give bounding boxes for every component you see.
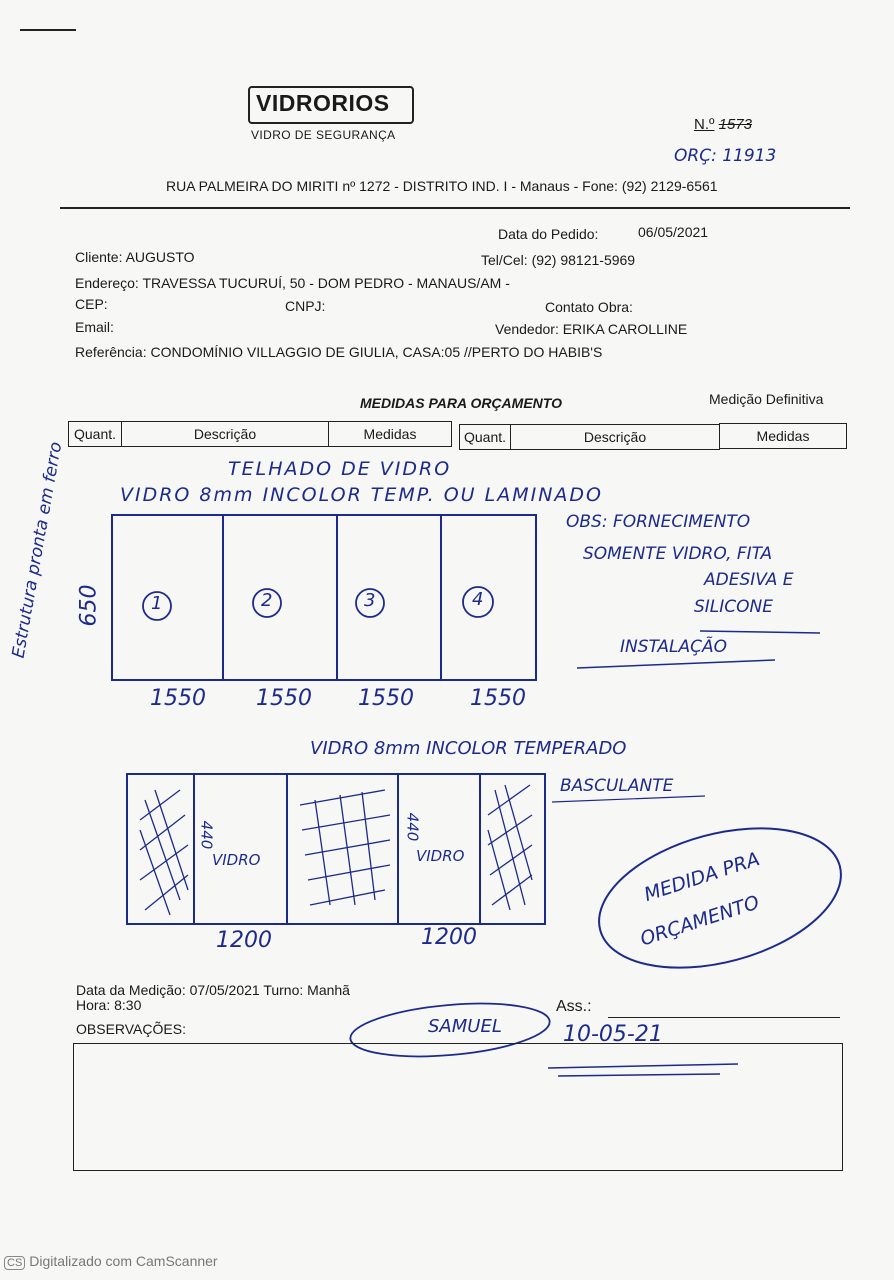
signature: SAMUEL (428, 1016, 502, 1037)
orc-number: ORÇ: 11913 (674, 146, 777, 166)
order-date-label: Data do Pedido: (498, 226, 599, 242)
roof-height: 650 (76, 584, 102, 627)
col-measures-1: Medidas (328, 421, 452, 447)
scanner-text: Digitalizado com CamScanner (29, 1253, 218, 1269)
observations-label: OBSERVAÇÕES: (76, 1021, 186, 1037)
col-desc-2: Descrição (510, 424, 720, 450)
stamp-line-2: ORÇAMENTO (637, 891, 762, 951)
signature-line (608, 1017, 840, 1018)
obs-underline (700, 631, 820, 633)
number-value: 1573 (718, 116, 753, 133)
window-vidro-1: VIDRO (212, 851, 261, 869)
roof-width-1: 1550 (150, 686, 206, 711)
seller-name: Vendedor: ERIKA CAROLLINE (495, 321, 688, 337)
obs-note-line-1: OBS: FORNECIMENTO (566, 512, 751, 532)
window-vidro-2: VIDRO (416, 847, 465, 865)
client-phone: Tel/Cel: (92) 98121-5969 (481, 252, 636, 268)
email-label: Email: (75, 319, 114, 335)
scanner-watermark (4, 1253, 218, 1270)
panel-number-2: 2 (261, 590, 273, 611)
camscanner-icon: CS (4, 1256, 25, 1270)
cep-label: CEP: (75, 296, 108, 312)
window-height-1: 440 (197, 820, 216, 850)
panel-number-4: 4 (472, 589, 484, 610)
col-measures-2: Medidas (719, 423, 847, 449)
reference-text: Referência: CONDOMÍNIO VILLAGGIO DE GIULIA, CASA:05 //PERTO DO HABIB'S (75, 344, 603, 360)
client-address: Endereço: TRAVESSA TUCURUÍ, 50 - DOM PEDRO - MANAUS/AM - (75, 275, 510, 291)
obs-note-line-4: SILICONE (694, 597, 773, 617)
window-width-1: 1200 (216, 928, 272, 953)
basculante-underline (552, 796, 705, 802)
number-label: N.º (694, 116, 715, 133)
signature-date: 10-05-21 (563, 1022, 663, 1047)
roof-width-3: 1550 (358, 686, 414, 711)
window-type: BASCULANTE (560, 776, 674, 796)
window-width-2: 1200 (421, 925, 477, 950)
hatch-middle (300, 790, 390, 905)
col-desc-1: Descrição (121, 421, 329, 447)
cnpj-label: CNPJ: (285, 298, 326, 314)
window-spec: VIDRO 8mm INCOLOR TEMPERADO (310, 738, 627, 759)
definitive-label: Medição Definitiva (709, 391, 824, 407)
roof-spec: VIDRO 8mm INCOLOR TEMP. OU LAMINADO (120, 484, 604, 506)
window-height-2: 440 (403, 812, 422, 842)
signature-label: Ass.: (556, 998, 592, 1015)
stamp-ellipse (584, 804, 857, 992)
measure-date: Data da Medição: 07/05/2021 Turno: Manhã (76, 982, 350, 998)
obs-note-line-3: ADESIVA E (704, 570, 794, 590)
panel-number-3: 3 (364, 590, 376, 611)
roof-width-2: 1550 (256, 686, 312, 711)
contact-label: Contato Obra: (545, 299, 633, 315)
roof-title: TELHADO DE VIDRO (228, 458, 452, 480)
hatch-right (488, 785, 532, 910)
obs-note-line-2: SOMENTE VIDRO, FITA (583, 544, 773, 564)
installation-note: INSTALAÇÃO (620, 637, 727, 657)
col-quant-1: Quant. (68, 421, 122, 447)
hatch-left (140, 790, 188, 915)
observations-box (73, 1043, 843, 1171)
side-note: Estrutura pronta em ferro (8, 440, 67, 660)
order-date-value: 06/05/2021 (638, 224, 709, 240)
client-name: Cliente: AUGUSTO (75, 249, 195, 265)
installation-underline (577, 660, 775, 668)
company-subtitle: VIDRO DE SEGURANÇA (251, 128, 396, 142)
measure-time: Hora: 8:30 (76, 997, 142, 1013)
company-logo: VIDRORIOS (256, 90, 390, 116)
roof-width-4: 1550 (470, 686, 526, 711)
company-address: RUA PALMEIRA DO MIRITI nº 1272 - DISTRITO IND. I - Manaus - Fone: (92) 2129-6561 (166, 178, 718, 194)
col-quant-2: Quant. (459, 424, 511, 450)
panel-number-1: 1 (151, 593, 163, 614)
stamp-line-1: MEDIDA PRA (641, 848, 763, 906)
measures-title: MEDIDAS PARA ORÇAMENTO (360, 395, 562, 411)
